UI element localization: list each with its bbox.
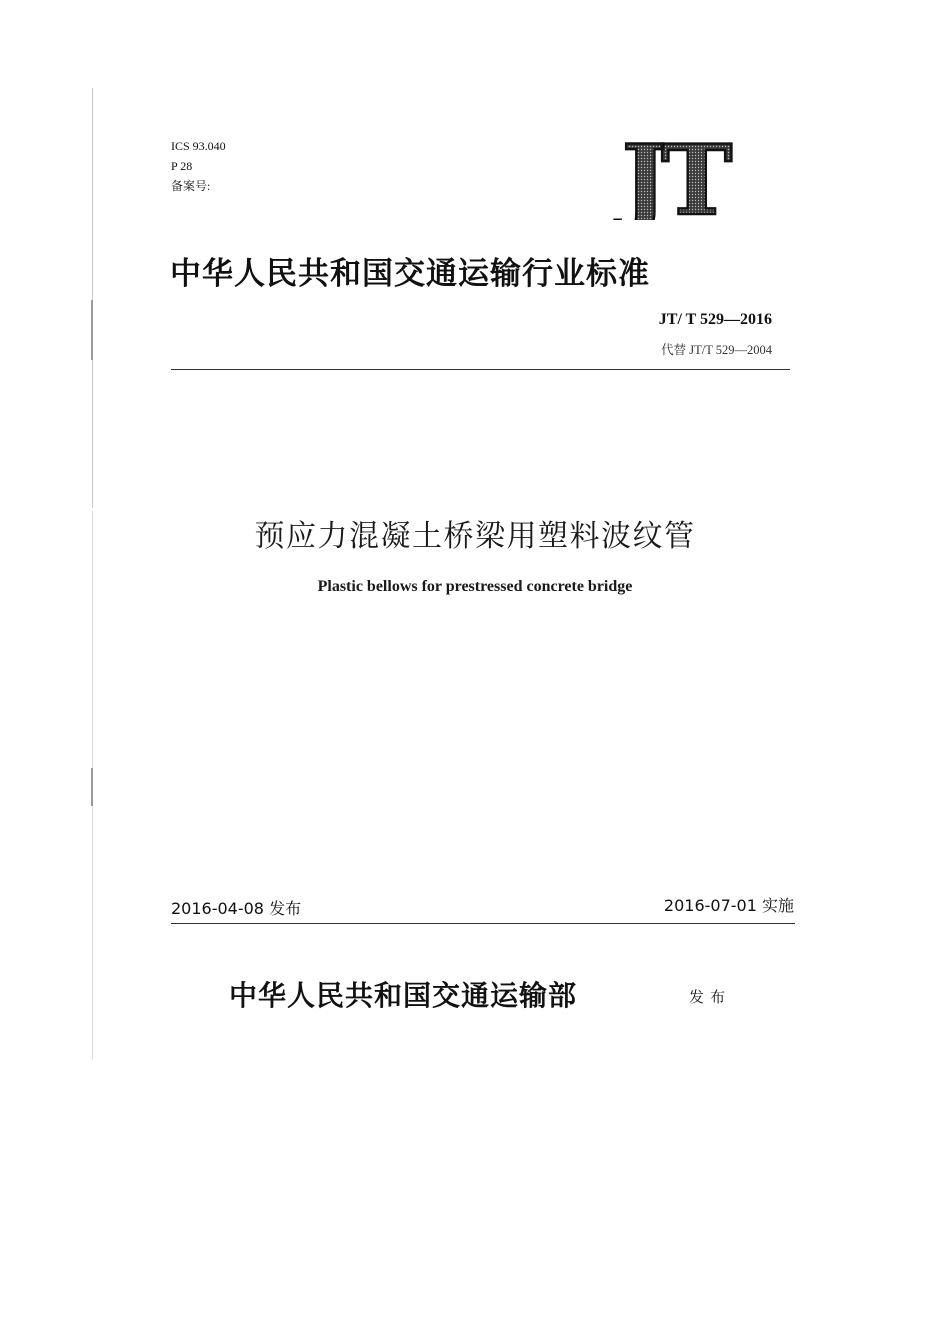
document-title-english: Plastic bellows for prestressed concrete bridge [317,578,633,595]
industry-standard-title: 中华人民共和国交通运输行业标准 [170,256,650,292]
jt-logo-text: JT [621,136,727,220]
publisher-name: 中华人民共和国交通运输部 [229,979,578,1012]
classification-block [171,136,226,196]
scan-edge-line [92,88,93,508]
document-title-chinese: 预应力混凝土桥梁用塑料波纹管 [254,519,696,554]
filing-number-label: 备案号: [171,179,211,193]
category-code: P 28 [171,159,193,173]
scan-edge-mark [91,300,93,360]
ics-code: ICS 93.040 [171,139,226,153]
jt-logo [598,136,750,220]
scan-edge-mark [91,768,93,806]
implementation-date: 2016-07-01 实施 [663,896,794,915]
footer-divider [171,923,795,924]
jt-logo-graphic [598,136,750,220]
publish-label: 发布 [689,988,732,1006]
header-divider [171,369,790,370]
replaces-standard: 代替 JT/T 529—2004 [661,343,772,357]
standard-number: JT/ T 529—2016 [658,311,772,328]
issue-date: 2016-04-08 发布 [171,899,302,918]
